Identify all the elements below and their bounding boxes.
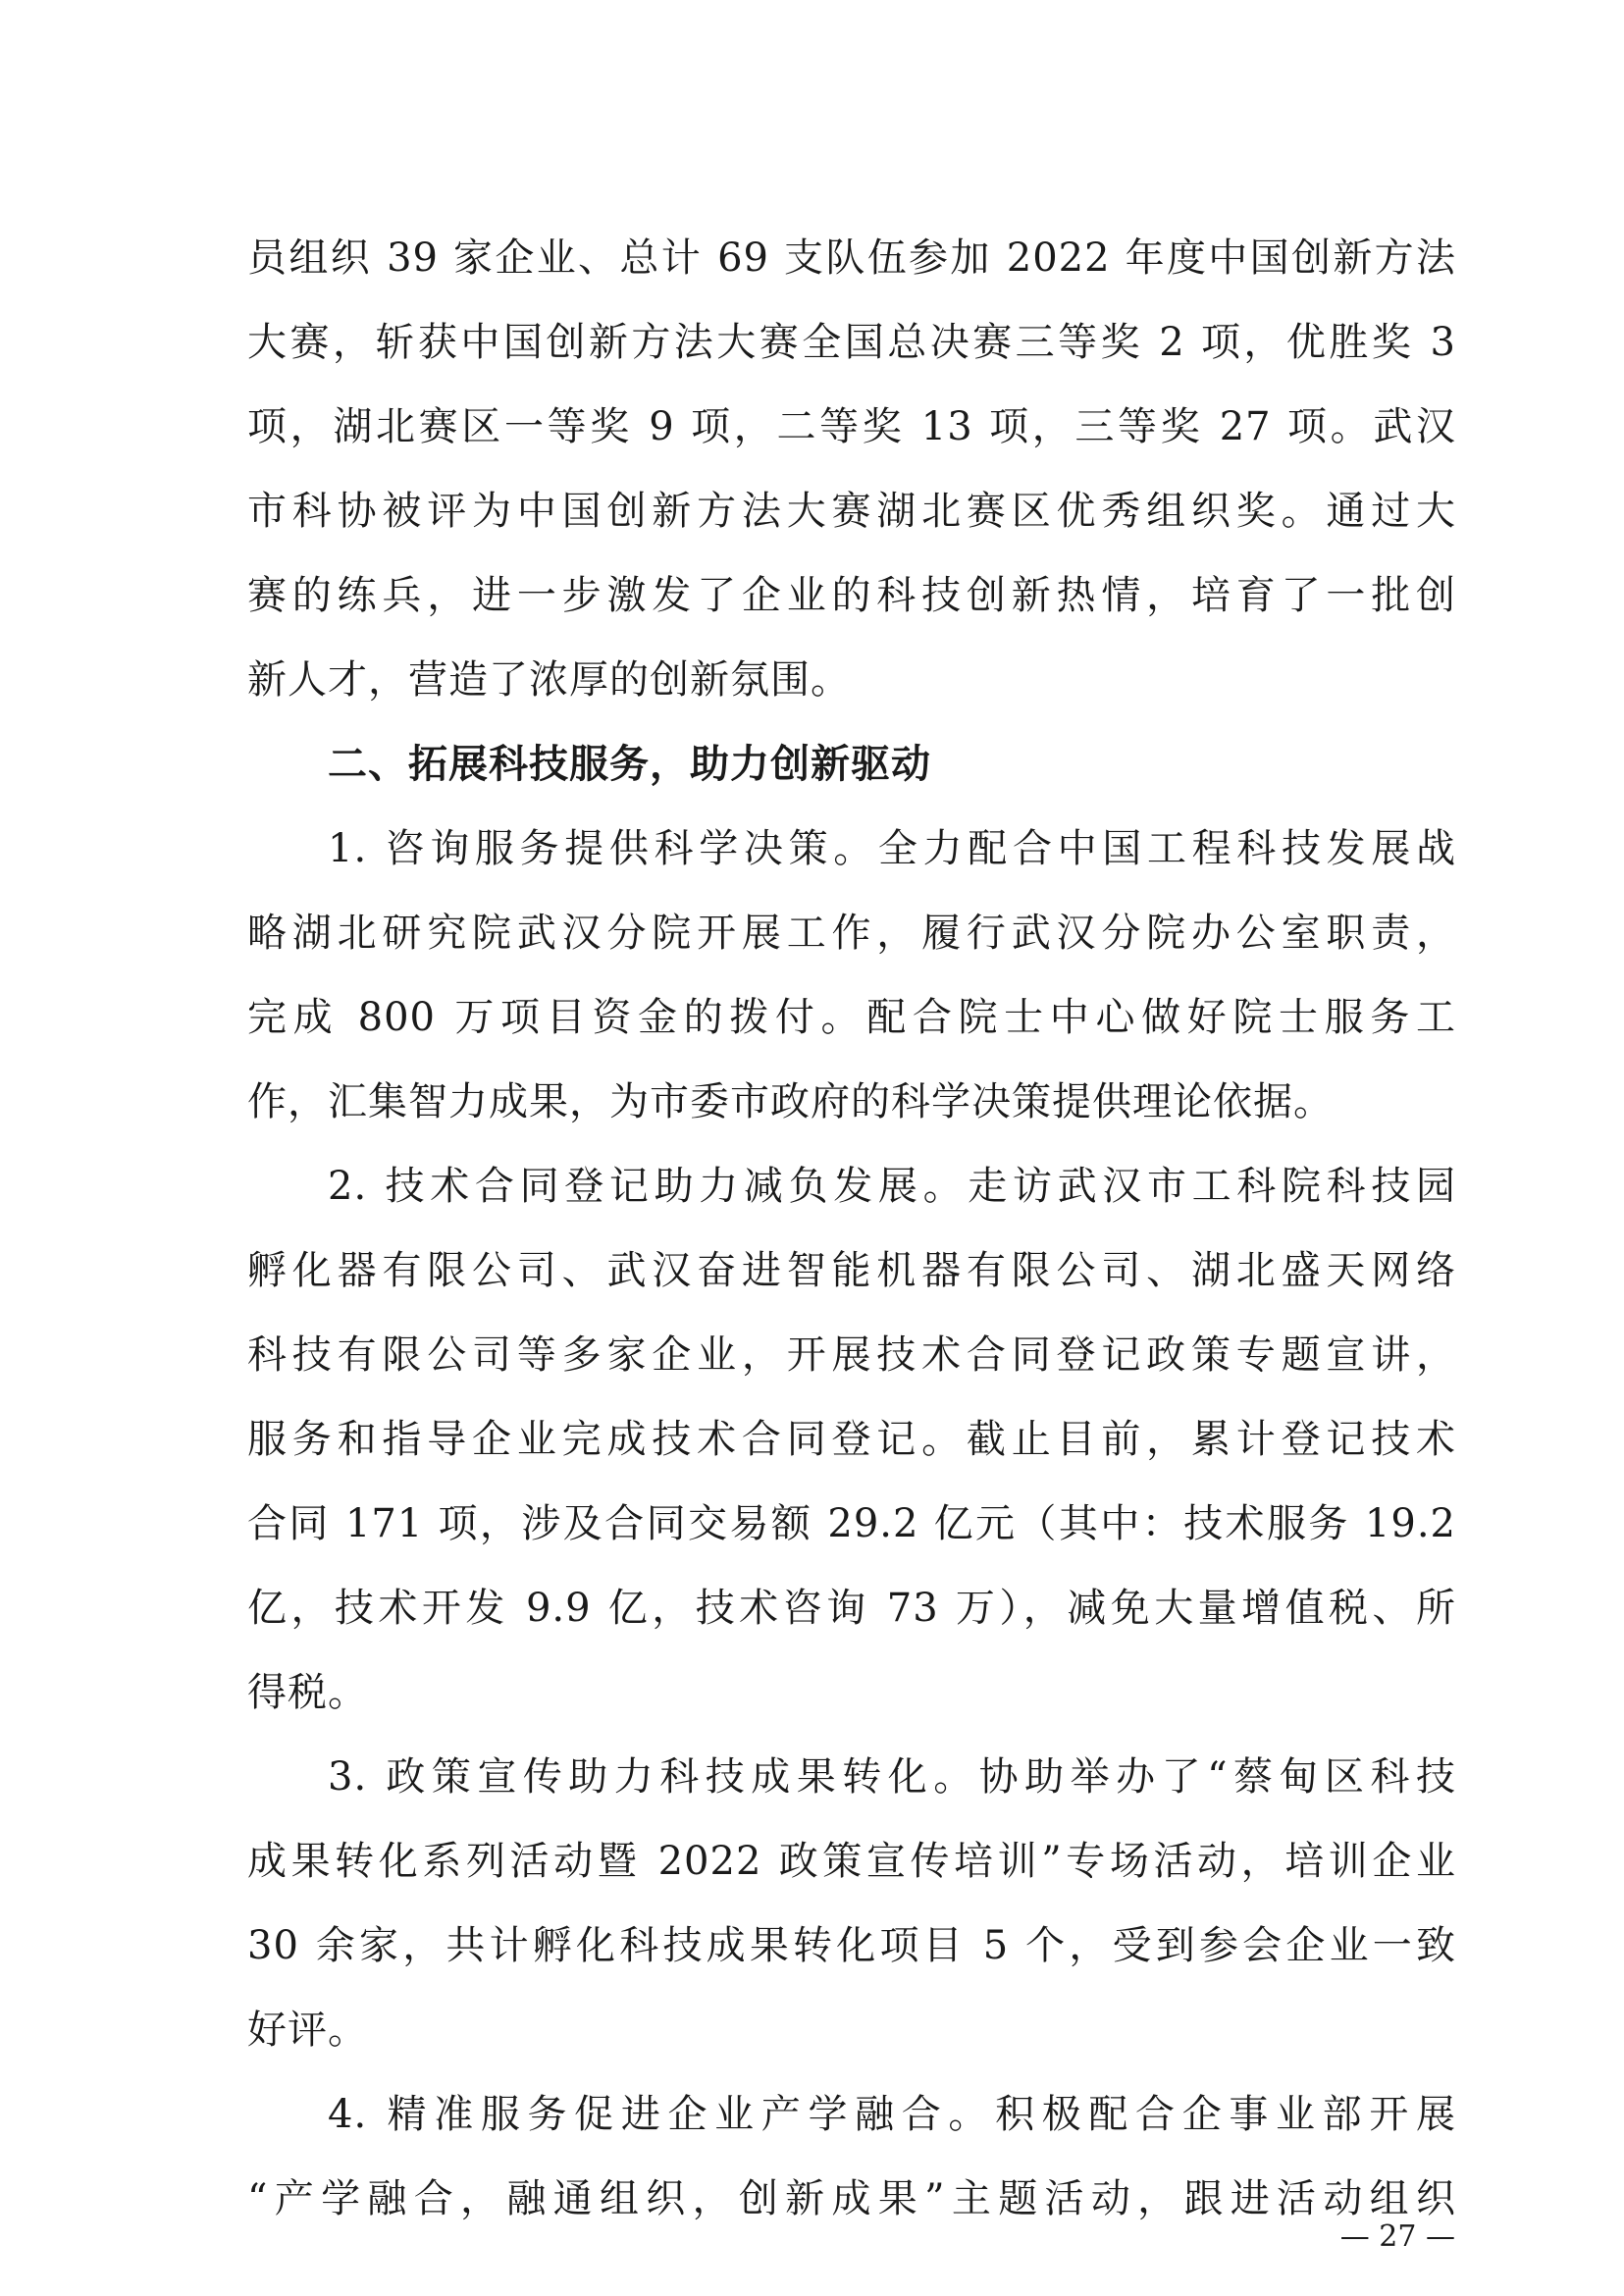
page-number: — 27 — — [1339, 2219, 1455, 2254]
text-line: 孵化器有限公司、武汉奋进智能机器有限公司、湖北盛天网络 — [247, 1248, 1456, 1293]
text-line: 2. 技术合同登记助力减负发展。走访武汉市工科院科技园 — [328, 1164, 1456, 1209]
text-line: 大赛，斩获中国创新方法大赛全国总决赛三等奖 2 项，优胜奖 3 — [247, 320, 1456, 365]
text-line: 亿，技术开发 9.9 亿，技术咨询 73 万），减免大量增值税、所 — [247, 1586, 1456, 1631]
text-line: 略湖北研究院武汉分院开展工作，履行武汉分院办公室职责， — [247, 911, 1456, 956]
text-line: 完成 800 万项目资金的拨付。配合院士中心做好院士服务工 — [247, 995, 1456, 1040]
text-line: 4. 精准服务促进企业产学融合。积极配合企事业部开展 — [328, 2092, 1456, 2137]
section-heading: 二、拓展科技服务，助力创新驱动 — [328, 742, 931, 787]
paragraph-continued — [247, 216, 1456, 722]
item-2-paragraph — [247, 1144, 1456, 1735]
text-line: 3. 政策宣传助力科技成果转化。协助举办了“蔡甸区科技 — [328, 1754, 1456, 1800]
text-line: 新人才，营造了浓厚的创新氛围。 — [247, 657, 851, 703]
text-line: 30 余家，共计孵化科技成果转化项目 5 个，受到参会企业一致 — [247, 1923, 1456, 1968]
text-line: 员组织 39 家企业、总计 69 支队伍参加 2022 年度中国创新方法 — [247, 235, 1456, 281]
text-line: 服务和指导企业完成技术合同登记。截止目前，累计登记技术 — [247, 1417, 1456, 1462]
page-body — [247, 216, 1456, 2241]
text-line: “产学融合，融通组织，创新成果”主题活动，跟进活动组织 — [247, 2176, 1456, 2221]
text-line: 作，汇集智力成果，为市委市政府的科学决策提供理论依据。 — [247, 1079, 1334, 1124]
text-line: 赛的练兵，进一步激发了企业的科技创新热情，培育了一批创 — [247, 573, 1456, 618]
item-4-paragraph — [247, 2072, 1456, 2241]
text-line: 得税。 — [247, 1670, 368, 1715]
text-line: 项，湖北赛区一等奖 9 项，二等奖 13 项，三等奖 27 项。武汉 — [247, 404, 1456, 449]
text-line: 合同 171 项，涉及合同交易额 29.2 亿元（其中：技术服务 19.2 — [247, 1501, 1456, 1546]
text-line: 好评。 — [247, 2008, 368, 2053]
item-3-paragraph — [247, 1735, 1456, 2072]
text-line: 成果转化系列活动暨 2022 政策宣传培训”专场活动，培训企业 — [247, 1839, 1456, 1884]
text-line: 市科协被评为中国创新方法大赛湖北赛区优秀组织奖。通过大 — [247, 489, 1456, 534]
text-line: 1. 咨询服务提供科学决策。全力配合中国工程科技发展战 — [328, 826, 1456, 871]
item-1-paragraph — [247, 807, 1456, 1144]
text-line: 科技有限公司等多家企业，开展技术合同登记政策专题宣讲， — [247, 1332, 1456, 1378]
